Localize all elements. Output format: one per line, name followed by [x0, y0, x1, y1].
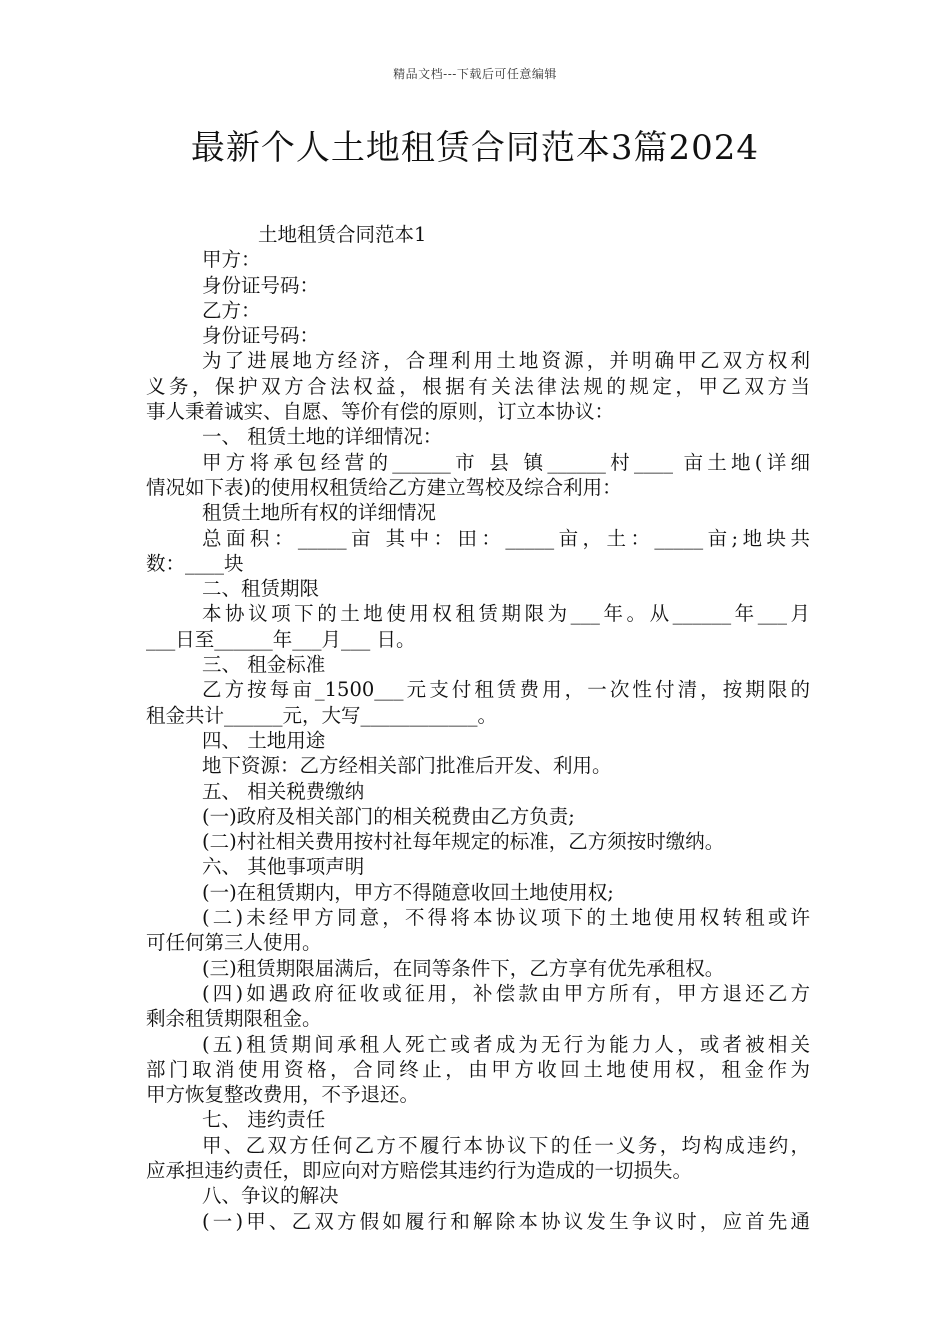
document-title: 最新个人土地租赁合同范本3篇2024 — [190, 128, 760, 168]
body-line: 事人秉着诚实、自愿、等价有偿的原则，订立本协议： — [146, 400, 615, 424]
body-line: 六、 其他事项声明 — [202, 855, 365, 879]
body-line: (二)未经甲方同意，不得将本协议项下的土地使用权转租或许 — [202, 906, 810, 930]
body-line: 二、租赁期限 — [202, 577, 320, 601]
body-line: 甲方恢复整改费用，不予退还。 — [146, 1083, 420, 1107]
body-line: 总面积：_____亩 其中：田：_____亩，土：_____亩;地块共 — [202, 526, 810, 550]
body-line: 甲、乙双方任何乙方不履行本协议下的任一义务，均构成违约， — [202, 1133, 810, 1157]
body-line: 五、 相关税费缴纳 — [202, 779, 365, 803]
body-line: 情况如下表)的使用权租赁给乙方建立驾校及综合利用： — [146, 475, 622, 499]
body-line: 剩余租赁期限租金。 — [146, 1007, 322, 1031]
body-line: 租金共计______元，大写____________。 — [146, 703, 498, 727]
body-line: 土地租赁合同范本1 — [258, 223, 427, 246]
body-line: (五)租赁期间承租人死亡或者成为无行为能力人，或者被相关 — [202, 1032, 810, 1056]
body-line: 三、 租金标准 — [202, 653, 326, 677]
body-line: 数：____块 — [146, 551, 244, 575]
body-line: 租赁土地所有权的详细情况 — [202, 501, 437, 525]
body-line: 地下资源：乙方经相关部门批准后开发、利用。 — [202, 754, 612, 778]
body-line: 甲方： — [202, 248, 261, 272]
body-line: (一)在租赁期内，甲方不得随意收回土地使用权; — [202, 880, 614, 904]
body-line: 可任何第三人使用。 — [146, 931, 322, 955]
body-line: 八、争议的解决 — [202, 1184, 339, 1208]
body-line: 本协议项下的土地使用权租赁期限为___年。从______年___月 — [202, 602, 810, 626]
body-line: 部门取消使用资格，合同终止，由甲方收回土地使用权，租金作为 — [146, 1057, 810, 1081]
header-note: 精品文档---下载后可任意编辑 — [393, 67, 557, 81]
body-line: 乙方按每亩_1500___元支付租赁费用，一次性付清，按期限的 — [202, 678, 810, 702]
body-line: (一)政府及相关部门的相关税费由乙方负责; — [202, 804, 575, 828]
body-line: 为了进展地方经济，合理利用土地资源，并明确甲乙双方权利 — [202, 349, 810, 373]
body-line: 一、 租赁土地的详细情况： — [202, 425, 443, 449]
document-body — [146, 222, 810, 1234]
body-line: 身份证号码： — [202, 273, 320, 297]
body-line: 乙方： — [202, 298, 261, 322]
body-line: 身份证号码： — [202, 324, 320, 348]
body-line: (一)甲、乙双方假如履行和解除本协议发生争议时，应首先通 — [202, 1209, 810, 1233]
body-line: ___日至______年___月___ 日。 — [146, 627, 416, 651]
body-line: 应承担违约责任，即应向对方赔偿其违约行为造成的一切损失。 — [146, 1158, 693, 1182]
body-line: 七、 违约责任 — [202, 1108, 326, 1132]
body-line: (三)租赁期限届满后，在同等条件下，乙方享有优先承租权。 — [202, 956, 725, 980]
body-line: (二)村社相关费用按村社每年规定的标准，乙方须按时缴纳。 — [202, 830, 725, 854]
body-line: 甲方将承包经营的______市 县 镇______村____ 亩土地(详细 — [202, 450, 810, 474]
body-line: 义务，保护双方合法权益，根据有关法律法规的规定，甲乙双方当 — [146, 374, 810, 398]
body-line: (四)如遇政府征收或征用，补偿款由甲方所有，甲方退还乙方 — [202, 981, 810, 1005]
body-line: 四、 土地用途 — [202, 728, 326, 752]
